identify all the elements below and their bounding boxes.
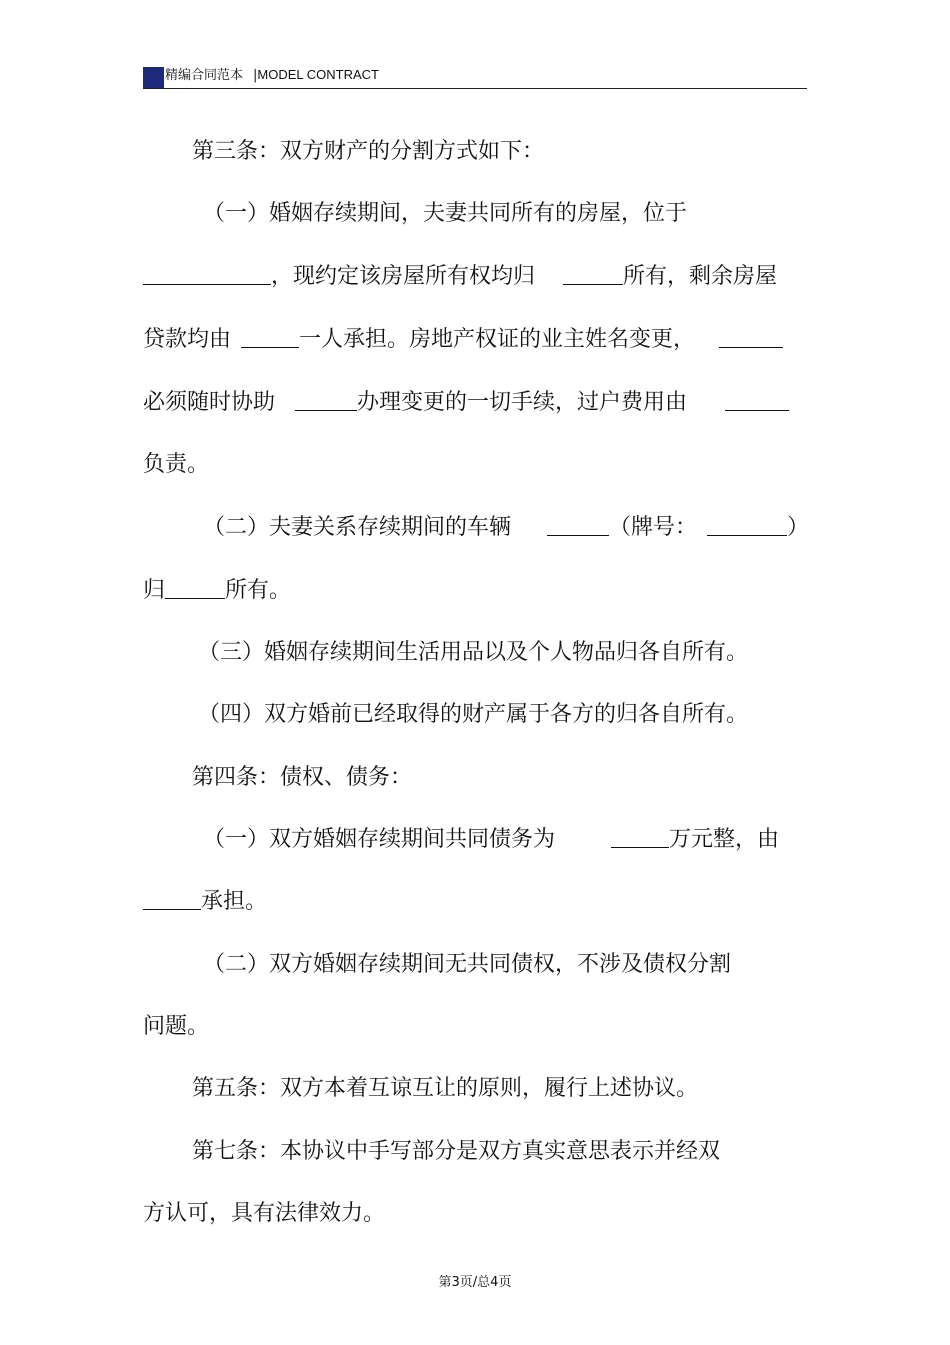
article-4-title: 第四条：债权、债务： <box>192 765 413 790</box>
blank-field[interactable] <box>611 825 669 848</box>
property-clause-2-line-1 <box>203 513 809 543</box>
text-run: 万元整，由 <box>669 827 780 852</box>
debt-clause-2-line-1: （二）双方婚姻存续期间无共同债权，不涉及债权分割 <box>203 952 732 977</box>
blank-field[interactable] <box>241 325 299 348</box>
blank-field[interactable] <box>547 513 609 536</box>
property-clause-1-line-1: （一）婚姻存续期间，夫妻共同所有的房屋，位于 <box>203 201 688 226</box>
blank-field[interactable] <box>719 325 783 348</box>
property-clause-3: （三）婚姻存续期间生活用品以及个人物品归各自所有。 <box>198 640 749 665</box>
property-clause-1-line-5: 负责。 <box>143 452 210 477</box>
text-run: 所有。 <box>225 578 292 603</box>
text-run: ，现约定该房屋所有权均归 <box>271 264 536 289</box>
blank-field[interactable] <box>165 576 225 599</box>
article-7-line-2: 方认可，具有法律效力。 <box>143 1201 386 1226</box>
blank-field[interactable] <box>143 887 201 910</box>
text-run: 一人承担。房地产权证的业主姓名变更， <box>299 327 696 352</box>
blank-field[interactable] <box>563 262 623 285</box>
article-3-title: 第三条：双方财产的分割方式如下： <box>192 139 545 164</box>
text-run: 贷款均由 <box>143 327 232 352</box>
blank-field[interactable] <box>725 388 789 411</box>
property-clause-1-line-4 <box>143 388 789 418</box>
text-run: 必须随时协助 <box>143 390 276 415</box>
header-rule <box>143 88 807 89</box>
text-run: （一）双方婚姻存续期间共同债务为 <box>203 827 556 852</box>
debt-clause-2-line-2: 问题。 <box>143 1014 210 1039</box>
header-brand: 精编合同范本 <box>165 68 244 83</box>
header-subtitle: MODEL CONTRACT <box>257 67 379 82</box>
text-run: 归 <box>143 578 166 603</box>
debt-clause-1-line-2 <box>143 887 267 917</box>
text-run: （二）夫妻关系存续期间的车辆 <box>203 515 512 540</box>
debt-clause-1-line-1 <box>203 825 779 855</box>
page-header <box>143 64 807 88</box>
property-clause-2-line-2 <box>143 576 291 606</box>
article-5: 第五条：双方本着互谅互让的原则，履行上述协议。 <box>192 1076 699 1101</box>
text-run: 所有，剩余房屋 <box>623 264 778 289</box>
text-run: 承担。 <box>201 889 268 914</box>
property-clause-4: （四）双方婚前已经取得的财产属于各方的归各自所有。 <box>198 702 749 727</box>
text-run: （牌号： <box>609 515 698 540</box>
blank-field[interactable] <box>295 388 357 411</box>
header-separator: | <box>253 68 258 83</box>
text-run: ） <box>787 515 810 540</box>
blank-field[interactable] <box>143 262 271 285</box>
page-number: 第3页/总4页 <box>438 1275 512 1290</box>
logo-square-icon <box>143 67 164 88</box>
text-run: 办理变更的一切手续，过户费用由 <box>357 390 688 415</box>
header-text <box>165 67 379 84</box>
property-clause-1-line-2 <box>143 262 777 292</box>
property-clause-1-line-3 <box>143 325 783 355</box>
article-7-line-1: 第七条：本协议中手写部分是双方真实意思表示并经双 <box>192 1139 721 1164</box>
blank-field[interactable] <box>707 513 787 536</box>
